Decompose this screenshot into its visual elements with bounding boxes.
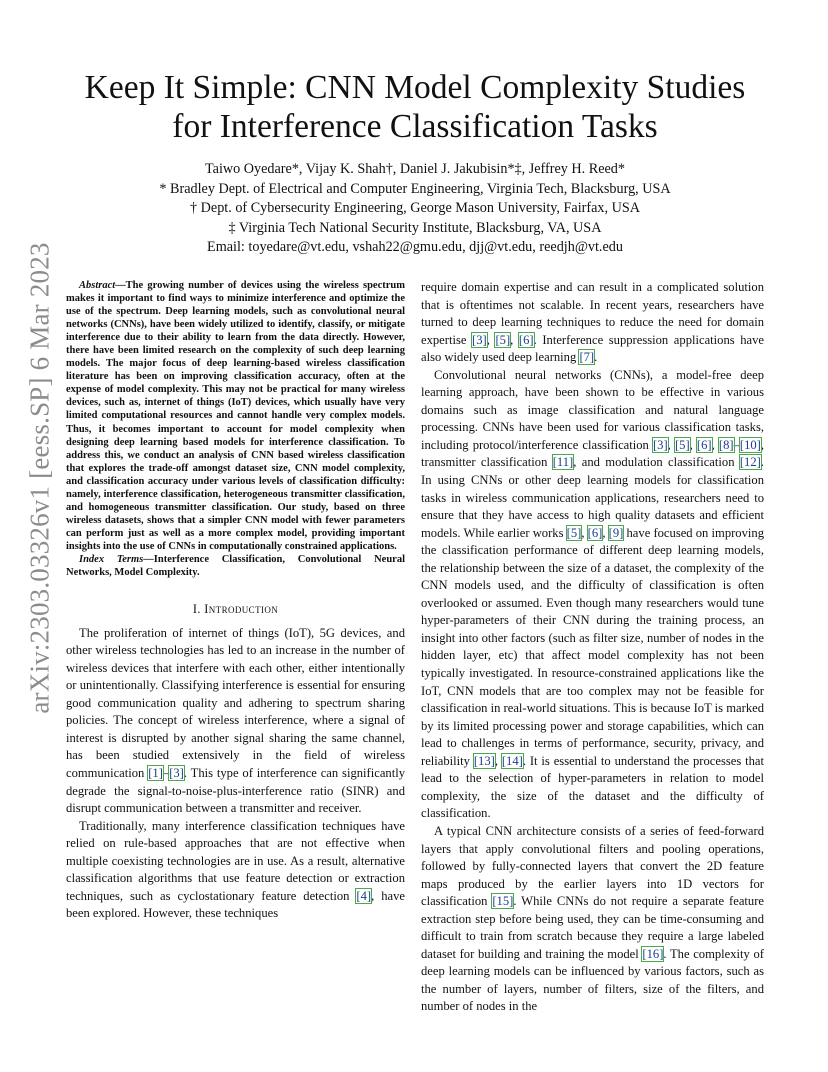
section-number: I. [192, 602, 205, 617]
citation-link[interactable]: [12] [739, 455, 761, 470]
citation-link[interactable]: [6] [696, 437, 712, 452]
citation-link[interactable]: [8] [718, 437, 734, 452]
affiliation-2: † Dept. of Cybersecurity Engineering, George Mason University, Fairfax, USA [190, 200, 640, 216]
abstract-label: Abstract [79, 280, 116, 291]
author-emails: Email: toyedare@vt.edu, vshah22@gmu.edu, djj@vt.edu, reedjh@vt.edu [207, 239, 623, 255]
intro-paragraph-1: The proliferation of internet of things (IoT), 5G devices, and other wireless technologies has led to an increase in the number of wireless devices that interfere with each other, either intentionally or unintentionally. Classifying interference is essential for ensuring good communication quality and adhering to spectrum sharing policies. The concept of wireless interference, where a signal of interest is disrupted by another signal sharing the same channel, has been studied extensively in the field of wireless communication [1]–[3]. This type of interference can significantly degrade the signal-to-noise-plus-interference ratio (SINR) and disrupt communication between a transmitter and receiver. [66, 625, 405, 816]
citation-link[interactable]: [6] [518, 332, 534, 347]
arxiv-identifier-text: arXiv:2303.03326v1 [eess.SP] 6 Mar 2023 [24, 242, 55, 714]
intro-paragraph-3: Convolutional neural networks (CNNs), a model-free deep learning approach, have been shown to be effective in various domains such as image classification and natural language processing. CNNs have been used for various classification tasks, including protocol/interference classification [3], [5], [6], [8]–[10], transmitter classification [11], and modulation classification [12]. In using CNNs or other deep learning models for classification tasks in wireless communication applications, researchers need to ensure that they have access to high quality datasets and efficient models. While earlier works [5], [6], [9] have focused on improving the classification performance of different deep learning models, the relationship between the size of a dataset, the complexity of the CNN models used, and the difficulty of classification is often overlooked or assumed. Even though many researchers would tune hyper-parameters of their CNN during the training process, an insight into other factors (such as filter size, number of nodes in the hidden layer, etc) that affect model complexity has not been typically investigated. In resource-constrained applications like the IoT, CNN models that are too complex may not be feasible for classification in real-world situations. This is because IoT is marked by its limited processing power and storage capabilities, which can lead to challenges in terms of performance, security, privacy, and reliability [13], [14]. It is essential to understand the processes that lead to the selection of hyper-parameters in relation to model complexity, the size of the dataset and the difficulty of classification. [421, 367, 765, 821]
citation-link[interactable]: [1] [148, 766, 163, 780]
citation-link[interactable]: [4] [356, 888, 372, 903]
citation-link[interactable]: [11] [552, 455, 574, 470]
affiliation-1: * Bradley Dept. of Electrical and Computer Engineering, Virginia Tech, Blacksburg, USA [159, 180, 671, 197]
author-names: Taiwo Oyedare*, Vijay K. Shah†, Daniel J. Jakubisin*‡, Jeffrey H. Reed* [204, 161, 625, 177]
index-terms-label: Index Terms [79, 553, 144, 565]
author-block [60, 160, 770, 258]
section-title: Introduction [204, 602, 279, 617]
section-heading-introduction [66, 601, 405, 619]
citation-link[interactable]: [13] [473, 753, 495, 768]
abstract-text: —The growing number of devices using the wireless spectrum makes it important to find ways to minimize interference and optimize the use of the spectrum. Deep learning models, such as convolutional neural networks (CNNs), have been widely utilized to identify, classify, or mitigate interference due to their ability to learn from the data directly. However, there have been limited research on the complexity of such deep learning models. The major focus of deep learning-based wireless classification literature has been on improving classification accuracy, often at the expense of model complexity. This may not be practical for many wireless devices, such as, internet of things (IoT) devices, which usually have very limited computational resources and cannot handle very complex models. Thus, it becomes important to account for model complexity when designing deep learning based models for interference classification. To address this, we conduct an analysis of CNN based wireless classification that explores the trade-off amongst dataset size, CNN model complexity, and classification accuracy under various levels of classification difficulty: namely, interference classification, heterogeneous transmitter classification, and homogeneous transmitter classification. Our study, based on three wireless datasets, shows that a simpler CNN model with fewer parameters can perform just as well as a more complex model, providing important insights into the use of CNNs in computationally constrained applications. [66, 280, 405, 552]
citation-link[interactable]: [15] [492, 894, 514, 909]
citation-link[interactable]: [5] [566, 525, 582, 540]
affiliation-3: ‡ Virginia Tech National Security Institute, Blacksburg, VA, USA [228, 219, 602, 236]
right-column [421, 279, 764, 1016]
abstract [66, 279, 405, 553]
citation-link[interactable]: [5] [495, 332, 511, 347]
citation-link[interactable]: [10] [739, 437, 761, 452]
intro-paragraph-2-continued: require domain expertise and can result in a complicated solution that is oftentimes not scalable. In recent years, researchers have turned to deep learning techniques to reduce the need for domain expertise [3], [5], [6]. Interference suppression applications have also widely used deep learning [7]. [421, 280, 765, 365]
intro-paragraph-2: Traditionally, many interference classification techniques have relied on rule-based approaches that are not effective when multiple coexisting technologies are in use. As a result, alternative classification algorithms that use feature detection or extraction techniques, such as cyclostationary feature detection [4], have been explored. However, these techniques [66, 818, 405, 921]
intro-paragraph-4: A typical CNN architecture consists of a series of feed-forward layers that apply convolutional filters and pooling operations, followed by fully-connected layers that convert the 2D feature maps produced by the earlier layers into 1D vectors for classification [15]. While CNNs do not require a separate feature extraction step before being used, they can be time-consuming and difficult to train from scratch because they require a large labeled dataset for building and training the model [16]. The complexity of deep learning models can be influenced by various factors, such as the number of layers, number of filters, size of the filters, and number of nodes in the [421, 823, 764, 1014]
index-terms [66, 553, 405, 579]
citation-link[interactable]: [7] [579, 350, 595, 365]
citation-link[interactable]: [16] [642, 946, 664, 961]
title-line-2: for Interference Classification Tasks [172, 108, 658, 145]
citation-link[interactable]: [14] [501, 753, 523, 768]
citation-link[interactable]: [5] [674, 437, 690, 452]
citation-link[interactable]: [3] [652, 437, 668, 452]
citation-link[interactable]: [3] [169, 766, 184, 780]
title-line-1: Keep It Simple: CNN Model Complexity Studies [84, 69, 746, 106]
citation-link[interactable]: [6] [587, 525, 603, 540]
left-column [66, 279, 405, 923]
paper-title [60, 68, 770, 146]
index-terms-text: —Interference Classification, Convolutional Neural Networks, Model Complexity. [66, 553, 405, 579]
citation-link[interactable]: [3] [472, 332, 487, 347]
citation-link[interactable]: [9] [608, 525, 624, 540]
